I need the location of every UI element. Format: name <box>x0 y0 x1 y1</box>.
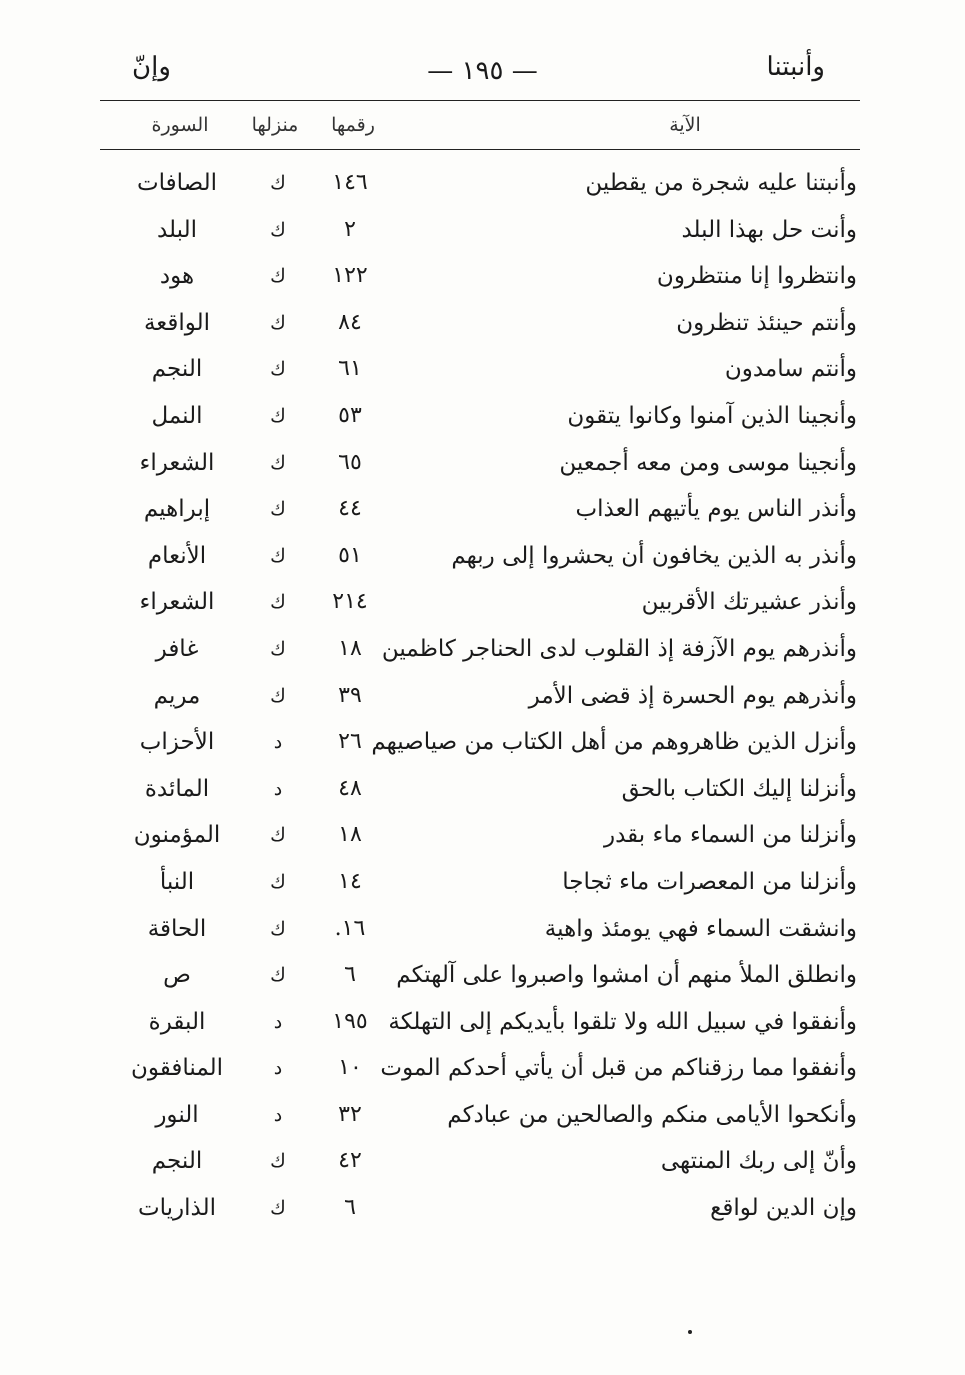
table-row <box>0 1094 965 1141</box>
surah-name: المنافقون <box>130 1055 224 1082</box>
ayah-number: ٦ <box>344 1195 356 1221</box>
surah-name: مريم <box>153 682 201 709</box>
table-row <box>0 721 965 768</box>
ayah-number: ٦١ <box>338 356 362 382</box>
surah-name: الشعراء <box>139 449 215 476</box>
table-row <box>0 302 965 349</box>
page-number: — ١٩٥ — <box>427 56 538 86</box>
surah-name: الحاقة <box>147 915 207 942</box>
ayah-text: وأنذرهم يوم الآزفة إذ القلوب لدى الحناجر كاظمين <box>381 635 857 662</box>
table-row <box>0 209 965 256</box>
ayah-text: وإن الدين لواقع <box>710 1195 857 1222</box>
ayah-number: ٥٣ <box>338 402 362 428</box>
surah-name: النبأ <box>159 868 195 895</box>
surah-name: ص <box>163 962 191 989</box>
ayah-text: وأنجينا الذين آمنوا وكانوا يتقون <box>567 402 857 429</box>
ayah-number: ١٩٥ <box>332 1008 368 1034</box>
table-row <box>0 1140 965 1187</box>
ayah-text: وأنتم سامدون <box>724 356 857 383</box>
table-row <box>0 581 965 628</box>
table-row <box>0 162 965 209</box>
ayah-number: ٤٢ <box>338 1148 362 1174</box>
table-row <box>0 675 965 722</box>
column-header-revelation: منزلها <box>251 114 299 136</box>
surah-name: النجم <box>151 356 203 383</box>
revelation-mark: ك <box>270 498 286 521</box>
revelation-mark: ك <box>270 451 286 474</box>
table-row <box>0 768 965 815</box>
ayah-number: ٦٥ <box>338 449 362 475</box>
revelation-mark: ك <box>270 684 286 707</box>
table-row <box>0 1047 965 1094</box>
surah-name: المؤمنون <box>133 822 221 849</box>
ayah-number: ١٨ <box>338 822 362 848</box>
revelation-mark: ك <box>270 1197 286 1220</box>
column-header-number: رقمها <box>331 114 375 136</box>
surah-name: المائدة <box>144 775 210 802</box>
table-row <box>0 1187 965 1234</box>
ayah-number: ٢١٤ <box>332 589 368 615</box>
ayah-text: وانتظروا إنا منتظرون <box>656 263 857 290</box>
revelation-mark: ك <box>270 964 286 987</box>
table-row <box>0 954 965 1001</box>
ayah-number: ١٨ <box>338 635 362 661</box>
surah-name: النمل <box>151 402 203 429</box>
surah-name: الواقعة <box>143 309 211 336</box>
ayah-text: وأنفقوا مما رزقناكم من قبل أن يأتي أحدكم الموت <box>380 1055 857 1082</box>
revelation-mark: د <box>273 1010 283 1033</box>
ayah-number: ١٤ <box>338 868 362 894</box>
surah-name: غافر <box>155 635 199 662</box>
table-row <box>0 861 965 908</box>
surah-name: الشعراء <box>139 589 215 616</box>
revelation-mark: ك <box>270 917 286 940</box>
index-table-body <box>0 162 965 1234</box>
revelation-mark: ك <box>270 404 286 427</box>
ayah-number: ٤٨ <box>338 775 362 801</box>
table-row <box>0 442 965 489</box>
ayah-text: وانطلق الملأ منهم أن امشوا واصبروا على آلهتكم <box>396 962 857 989</box>
ayah-number: ٤٤ <box>338 496 362 522</box>
ayah-text: وأنكحوا الأيامى منكم والصالحين من عبادكم <box>447 1101 857 1128</box>
ayah-text: وانشقت السماء فهي يومئذ واهية <box>544 915 857 942</box>
top-rule <box>100 100 860 101</box>
revelation-mark: ك <box>270 591 286 614</box>
surah-name: إبراهيم <box>143 496 211 523</box>
ayah-text: وأنت حل بهذا البلد <box>681 216 857 243</box>
surah-name: الذاريات <box>137 1195 217 1222</box>
table-row <box>0 1001 965 1048</box>
surah-name: النور <box>155 1101 199 1128</box>
running-head-right: وأنبتنا <box>766 52 825 82</box>
ayah-number: ٣٩ <box>338 682 362 708</box>
revelation-mark: ك <box>270 172 286 194</box>
revelation-mark: د <box>273 1103 283 1126</box>
ayah-number: ٨٤ <box>338 309 362 335</box>
table-row <box>0 814 965 861</box>
running-head-left: وإنّ <box>132 52 171 82</box>
column-header-surah: السورة <box>151 114 209 136</box>
table-row <box>0 908 965 955</box>
ayah-number: ١٤٦ <box>332 170 368 195</box>
revelation-mark: ك <box>270 218 286 241</box>
table-row <box>0 488 965 535</box>
ayah-number: ٥١ <box>338 542 362 568</box>
revelation-mark: ك <box>270 1150 286 1173</box>
ink-speck <box>688 1330 692 1334</box>
ayah-number: ١٠ <box>338 1055 362 1081</box>
revelation-mark: ك <box>270 544 286 567</box>
revelation-mark: د <box>273 1057 283 1080</box>
table-row <box>0 628 965 675</box>
surah-name: البقرة <box>148 1008 206 1035</box>
ayah-text: وأنتم حينئذ تنظرون <box>676 309 857 336</box>
ayah-text: وأنبتنا عليه شجرة من يقطين <box>585 170 857 196</box>
ayah-text: وأنذر به الذين يخافون أن يحشروا إلى ربهم <box>451 542 857 569</box>
ayah-text: وأنّ إلى ربك المنتهى <box>660 1148 857 1175</box>
column-header-ayah: الآية <box>669 114 701 136</box>
revelation-mark: ك <box>270 265 286 288</box>
ayah-text: وأنجينا موسى ومن معه أجمعين <box>559 449 857 476</box>
revelation-mark: ك <box>270 358 286 381</box>
ayah-number: ١٢٢ <box>332 263 368 289</box>
ayah-text: وأنزل الذين ظاهروهم من أهل الكتاب من صياصيهم <box>371 729 857 756</box>
ayah-number: ١٦. <box>334 915 366 941</box>
ayah-text: وأنفقوا في سبيل الله ولا تلقوا بأيديكم إلى التهلكة <box>388 1008 857 1035</box>
ayah-number: ٣٢ <box>338 1101 362 1127</box>
table-row <box>0 348 965 395</box>
ayah-number: ٢٦ <box>338 729 362 755</box>
header-rule <box>100 149 860 150</box>
ayah-text: وأنذر الناس يوم يأتيهم العذاب <box>575 496 857 523</box>
ayah-text: وأنزلنا من السماء ماء بقدر <box>603 822 857 849</box>
ayah-text: وأنذرهم يوم الحسرة إذ قضى الأمر <box>528 682 857 709</box>
surah-name: البلد <box>156 216 198 243</box>
table-row <box>0 395 965 442</box>
ayah-text: وأنزلنا إليك الكتاب بالحق <box>621 775 857 802</box>
revelation-mark: د <box>273 731 283 754</box>
surah-name: الأحزاب <box>139 729 215 756</box>
revelation-mark: ك <box>270 637 286 660</box>
revelation-mark: ك <box>270 311 286 334</box>
surah-name: النجم <box>151 1148 203 1175</box>
table-row <box>0 535 965 582</box>
ayah-text: وأنذر عشيرتك الأقربين <box>641 589 857 616</box>
surah-name: هود <box>159 263 195 290</box>
ayah-number: ٢ <box>344 216 356 242</box>
ayah-number: ٦ <box>344 962 356 988</box>
ayah-text: وأنزلنا من المعصرات ماء ثجاجا <box>562 868 857 895</box>
surah-name: الصافات <box>136 170 217 196</box>
surah-name: الأنعام <box>147 542 207 569</box>
revelation-mark: ك <box>270 870 286 893</box>
table-row <box>0 255 965 302</box>
revelation-mark: د <box>273 777 283 800</box>
revelation-mark: ك <box>270 824 286 847</box>
